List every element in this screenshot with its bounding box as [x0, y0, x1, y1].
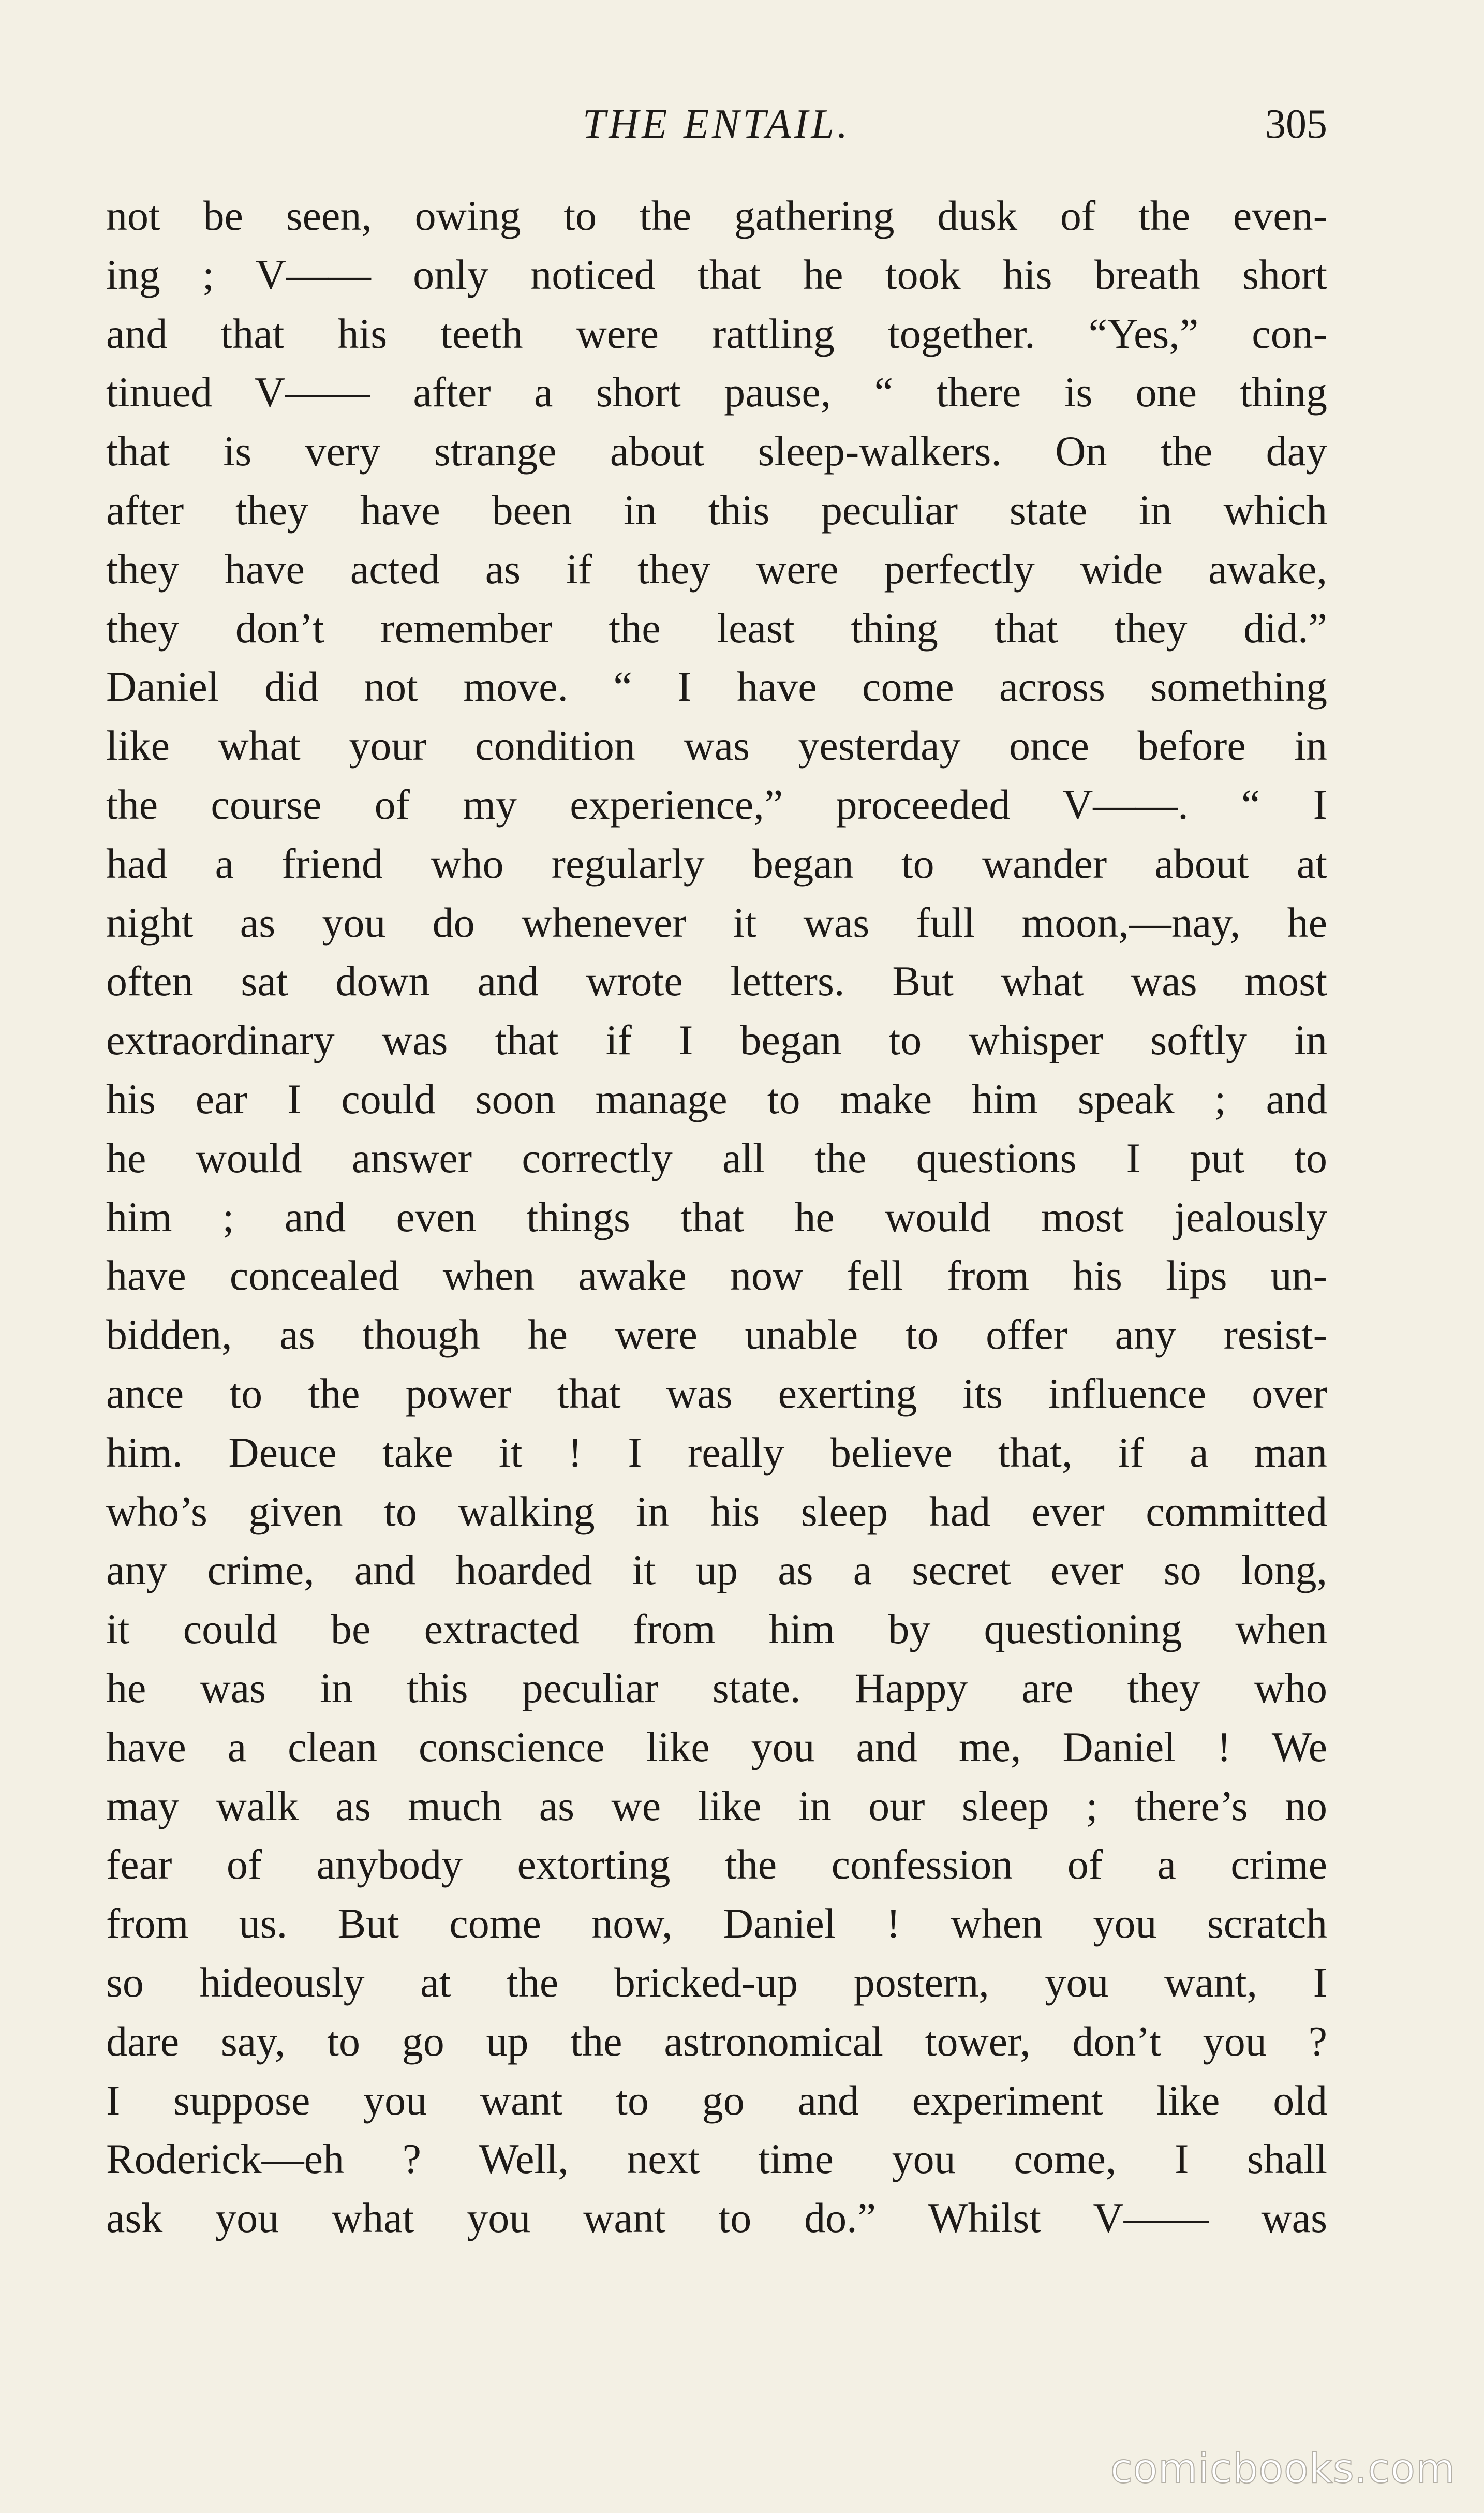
text-line: have a clean conscience like you and me, Daniel ! We: [106, 1723, 1327, 1770]
body-text: [106, 186, 1327, 2248]
text-line: and that his teeth were rattling together. “Yes,” con-: [106, 309, 1327, 357]
text-line: ask you what you want to do.” Whilst V—— was: [106, 2194, 1327, 2242]
text-line: he was in this peculiar state. Happy are they who: [106, 1664, 1327, 1711]
text-line: not be seen, owing to the gathering dusk of the even-: [106, 192, 1327, 239]
text-line: bidden, as though he were unable to offer any resist-: [106, 1311, 1327, 1358]
text-line: him ; and even things that he would most jealously: [106, 1193, 1327, 1240]
text-line: ance to the power that was exerting its influence over: [106, 1369, 1327, 1417]
text-line: his ear I could soon manage to make him speak ; and: [106, 1075, 1327, 1122]
text-line: they have acted as if they were perfectly wide awake,: [106, 545, 1327, 593]
text-line: ing ; V—— only noticed that he took his breath short: [106, 250, 1327, 298]
text-line: any crime, and hoarded it up as a secret ever so long,: [106, 1546, 1327, 1594]
text-line: after they have been in this peculiar state in which: [106, 486, 1327, 534]
text-line: like what your condition was yesterday once before in: [106, 722, 1327, 770]
text-line: may walk as much as we like in our sleep ; there’s no: [106, 1782, 1327, 1829]
text-line: so hideously at the bricked-up postern, you want, I: [106, 1958, 1327, 2006]
text-line: it could be extracted from him by questioning when: [106, 1605, 1327, 1653]
text-line: who’s given to walking in his sleep had ever committed: [106, 1487, 1327, 1535]
text-line: had a friend who regularly began to wander about at: [106, 839, 1327, 887]
text-line: dare say, to go up the astronomical tower, don’t you ?: [106, 2017, 1327, 2065]
text-line: Daniel did not move. “ I have come across something: [106, 663, 1327, 711]
text-line: have concealed when awake now fell from his lips un-: [106, 1252, 1327, 1299]
text-line: I suppose you want to go and experiment like old: [106, 2076, 1327, 2124]
text-line: Roderick—eh ? Well, next time you come, I shall: [106, 2135, 1327, 2183]
text-line: from us. But come now, Daniel ! when you scratch: [106, 1900, 1327, 1947]
watermark: comicbooks.com: [1110, 2446, 1456, 2492]
text-line: he would answer correctly all the questions I put to: [106, 1134, 1327, 1181]
page-number: 305: [1265, 101, 1327, 147]
text-line: that is very strange about sleep-walkers. On the day: [106, 427, 1327, 475]
running-head: [106, 91, 1327, 158]
text-line: extraordinary was that if I began to whisper softly in: [106, 1016, 1327, 1064]
text-line: him. Deuce take it ! I really believe that, if a man: [106, 1428, 1327, 1476]
text-line: the course of my experience,” proceeded V——. “ I: [106, 780, 1327, 828]
text-line: fear of anybody extorting the confession of a crime: [106, 1841, 1327, 1888]
text-line: they don’t remember the least thing that they did.”: [106, 604, 1327, 652]
text-line: tinued V—— after a short pause, “ there is one thing: [106, 368, 1327, 416]
running-title: THE ENTAIL.: [583, 101, 851, 147]
text-line: often sat down and wrote letters. But what was most: [106, 957, 1327, 1005]
text-line: night as you do whenever it was full moon,—nay, he: [106, 898, 1327, 946]
